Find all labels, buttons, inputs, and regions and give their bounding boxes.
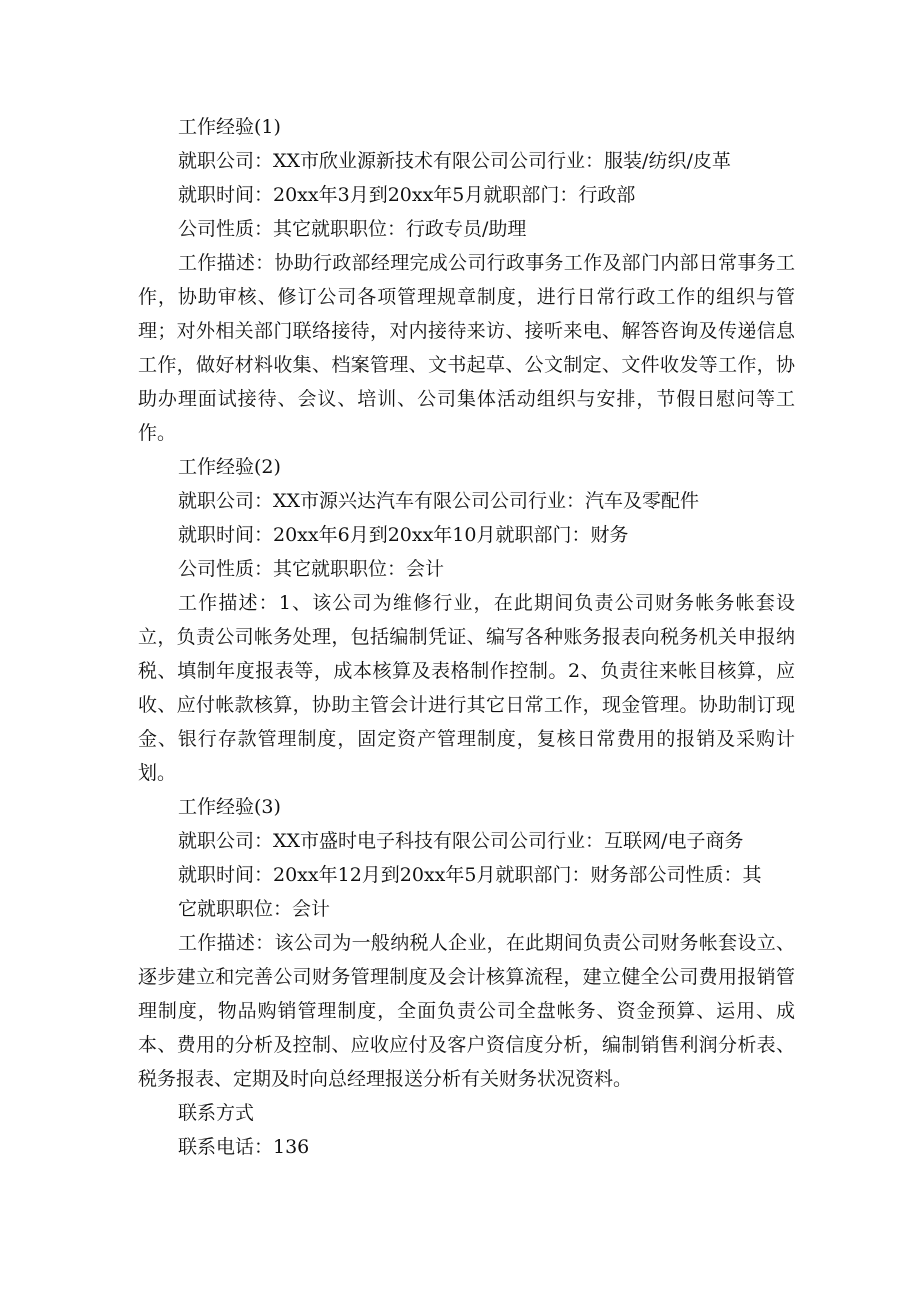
experience-3-heading: 工作经验(3) bbox=[178, 796, 281, 818]
experience-2-time: 就职时间：20xx年6月到20xx年10月就职部门：财务 bbox=[178, 524, 629, 546]
experience-2-description: 工作描述：1、该公司为维修行业，在此期间负责公司财务帐务帐套设立，负责公司帐务处理，包括编制凭证、编写各种账务报表向税务机关申报纳税、填制年度报表等，成本核算及表格制作控制。2、负责往来帐目核算，应收、应付帐款核算，协助主管会计进行其它日常工作，现金管理。协助制订现金、银行存款管理制度，固定资产管理制度，复核日常费用的报销及采购计划。 bbox=[138, 592, 795, 784]
experience-2-company: 就职公司：XX市源兴达汽车有限公司公司行业：汽车及零配件 bbox=[178, 490, 700, 512]
experience-2-nature: 公司性质：其它就职职位：会计 bbox=[178, 558, 445, 580]
experience-1-description: 工作描述：协助行政部经理完成公司行政事务工作及部门内部日常事务工作，协助审核、修订公司各项管理规章制度，进行日常行政工作的组织与管理；对外相关部门联络接待，对内接待来访、接听来电、解答咨询及传递信息工作，做好材料收集、档案管理、文书起草、公文制定、文件收发等工作，协助办理面试接待、会议、培训、公司集体活动组织与安排，节假日慰问等工作。 bbox=[138, 252, 795, 444]
contact-phone: 联系电话：136 bbox=[178, 1136, 310, 1158]
experience-1-company: 就职公司：XX市欣业源新技术有限公司公司行业：服装/纺织/皮革 bbox=[178, 150, 731, 172]
experience-1-nature: 公司性质：其它就职职位：行政专员/助理 bbox=[178, 218, 527, 240]
experience-3-company: 就职公司：XX市盛时电子科技有限公司公司行业：互联网/电子商务 bbox=[178, 830, 744, 852]
experience-1-time: 就职时间：20xx年3月到20xx年5月就职部门：行政部 bbox=[178, 184, 636, 206]
experience-1-heading: 工作经验(1) bbox=[178, 116, 281, 138]
contact-heading: 联系方式 bbox=[178, 1102, 255, 1124]
experience-3-description: 工作描述：该公司为一般纳税人企业，在此期间负责公司财务帐套设立、逐步建立和完善公司财务管理制度及会计核算流程，建立健全公司费用报销管理制度，物品购销管理制度，全面负责公司全盘帐务、资金预算、运用、成本、费用的分析及控制、应收应付及客户资信度分析，编制销售利润分析表、税务报表、定期及时向总经理报送分析有关财务状况资料。 bbox=[138, 932, 795, 1090]
resume-content bbox=[138, 110, 795, 1164]
experience-3-time-continued: 它就职职位：会计 bbox=[178, 898, 331, 920]
experience-2-heading: 工作经验(2) bbox=[178, 456, 281, 478]
experience-3-time: 就职时间：20xx年12月到20xx年5月就职部门：财务部公司性质：其 bbox=[178, 864, 762, 886]
